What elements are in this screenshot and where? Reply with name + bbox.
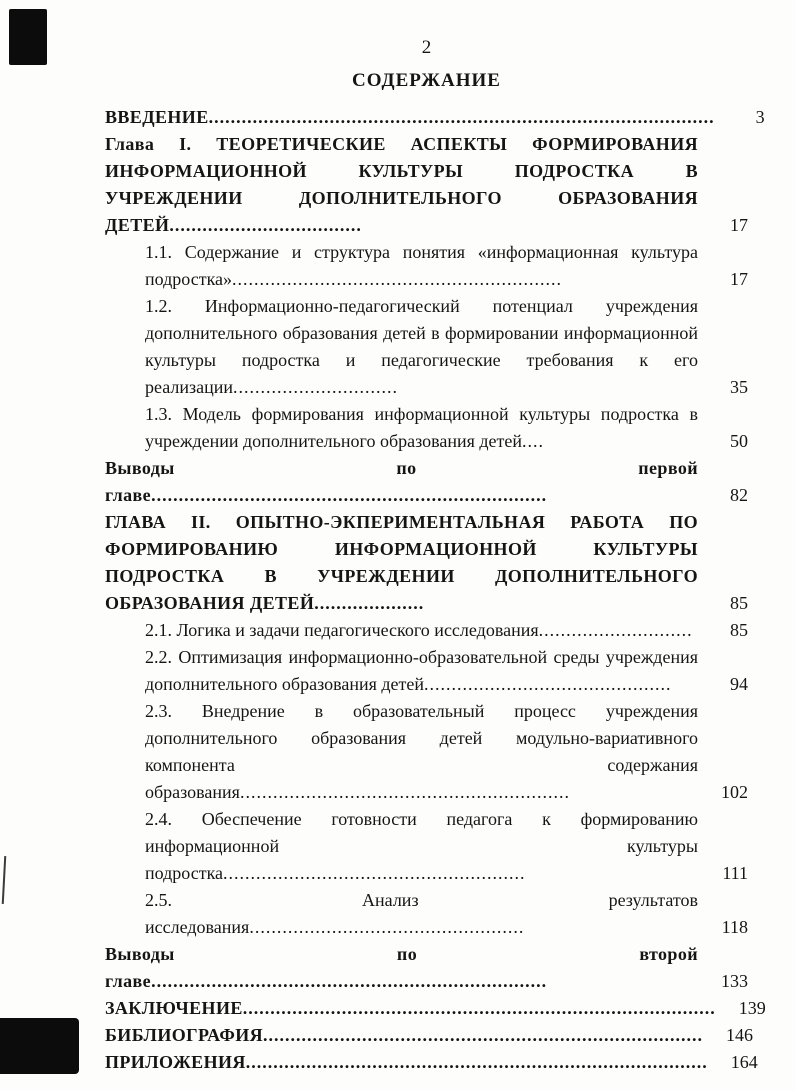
toc-entry: [105, 887, 748, 941]
toc-entry-text-block: [105, 617, 698, 644]
toc-entry-leader-dots: ..................................................: [249, 917, 525, 937]
toc-entry: [105, 644, 748, 698]
toc-entry-leader-dots: ....: [522, 431, 545, 451]
toc-entry-leader-dots: ....................................................................................: [245, 1052, 708, 1072]
toc-entry-text-block: [105, 995, 716, 1022]
toc-entry-leader-dots: ...................................: [169, 215, 362, 235]
toc-entry-page: 139: [738, 998, 766, 1018]
toc-entry: [105, 941, 748, 995]
toc-entry: [105, 995, 766, 1022]
toc-entry: [105, 293, 748, 401]
toc-entry-text-block: [105, 293, 698, 401]
toc-entry-page: 85: [730, 620, 748, 640]
toc-entry-page: 50: [730, 431, 748, 451]
toc-entry: [105, 1022, 754, 1049]
toc-entry-text: БИБЛИОГРАФИЯ: [105, 1025, 264, 1045]
toc-entry-text-block: [105, 941, 698, 995]
toc-entry-leader-dots: ................................................................................: [263, 1025, 704, 1045]
toc-entry: [105, 401, 748, 455]
toc-entry-text: Выводы по первой главе: [105, 458, 698, 505]
toc-entry-text-block: [105, 455, 698, 509]
toc-entry-leader-dots: ............................: [538, 620, 693, 640]
toc-entry: [105, 617, 748, 644]
toc-entry-text: 1.2. Информационно-педагогический потенциал учреждения дополнительного образования детей в формировании информационной культуры подростка и педагогические требования к его реализации: [145, 296, 698, 397]
toc-entry: [105, 455, 748, 509]
toc-entry-text-block: [105, 644, 698, 698]
toc-entry-leader-dots: ............................................................: [239, 782, 570, 802]
toc-entry-page: 35: [730, 377, 748, 397]
toc-entry-text: ВВЕДЕНИЕ: [105, 107, 209, 127]
toc-entry-leader-dots: ....................: [314, 593, 425, 613]
toc-entry-page: 17: [730, 215, 748, 235]
toc-entry-text-block: [105, 1049, 708, 1076]
toc-entry-page: 164: [730, 1052, 758, 1072]
toc-entry-page: 94: [730, 674, 748, 694]
toc-entry-text-block: [105, 401, 698, 455]
toc-entry-leader-dots: ............................................................................................: [208, 107, 715, 127]
page-content: [105, 36, 766, 1076]
toc-entry-text-block: [105, 698, 698, 806]
toc-entry-leader-dots: .......................................................: [223, 863, 526, 883]
toc-entry-page: 85: [730, 593, 748, 613]
toc-entry-page: 102: [721, 782, 748, 802]
toc-entry-text: 2.3. Внедрение в образовательный процесс учреждения дополнительного образования детей модульно-вариативного компонента содержания образования: [145, 701, 698, 802]
toc-list: [105, 104, 766, 1076]
toc-entry-text: ПРИЛОЖЕНИЯ: [105, 1052, 246, 1072]
toc-entry-leader-dots: ......................................................................................: [242, 998, 716, 1018]
toc-entry-text: Выводы по второй главе: [105, 944, 698, 991]
scan-artifact-top-left: [9, 9, 47, 65]
toc-entry-page: 3: [755, 107, 765, 127]
toc-entry: [105, 131, 748, 239]
toc-entry-text-block: [105, 239, 698, 293]
toc-entry: [105, 806, 748, 887]
toc-entry-text: 2.5. Анализ результатов исследования: [145, 890, 698, 937]
toc-entry-text: 2.1. Логика и задачи педагогического исследования: [145, 620, 539, 640]
toc-entry: [105, 698, 748, 806]
toc-entry-page: 111: [722, 863, 748, 883]
toc-entry-text-block: [105, 509, 698, 617]
toc-entry: [105, 1049, 758, 1076]
toc-entry-leader-dots: ..............................: [232, 377, 398, 397]
toc-entry-text: 1.3. Модель формирования информационной культуры подростка в учреждении дополнительного образования детей: [145, 404, 698, 451]
toc-entry-text-block: [105, 104, 715, 131]
scan-artifact-bottom-left: [0, 1018, 79, 1074]
toc-entry-text: Глава I. ТЕОРЕТИЧЕСКИЕ АСПЕКТЫ ФОРМИРОВАНИЯ ИНФОРМАЦИОННОЙ КУЛЬТУРЫ ПОДРОСТКА В УЧРЕЖДЕНИИ ДОПОЛНИТЕЛЬНОГО ОБРАЗОВАНИЯ ДЕТЕЙ: [105, 134, 698, 235]
toc-entry-page: 146: [726, 1025, 754, 1045]
toc-entry-text: 2.4. Обеспечение готовности педагога к формированию информационной культуры подростка: [145, 809, 698, 883]
toc-entry: [105, 239, 748, 293]
page-title: СОДЕРЖАНИЕ: [352, 70, 501, 91]
toc-entry-text: ГЛАВА II. ОПЫТНО-ЭКПЕРИМЕНТАЛЬНАЯ РАБОТА ПО ФОРМИРОВАНИЮ ИНФОРМАЦИОННОЙ КУЛЬТУРЫ ПОДРОСТКА В УЧРЕЖДЕНИИ ДОПОЛНИТЕЛЬНОГО ОБРАЗОВАНИЯ ДЕТЕЙ: [105, 512, 698, 613]
toc-entry-text: 2.2. Оптимизация информационно-образовательной среды учреждения дополнительного образования детей: [145, 647, 698, 694]
page-number: 2: [421, 37, 432, 58]
scan-artifact-left-edge-mark: [2, 856, 7, 904]
toc-entry-text-block: [105, 887, 698, 941]
toc-entry-page: 17: [730, 269, 748, 289]
toc-entry-text-block: [105, 131, 698, 239]
toc-entry-leader-dots: .............................................: [424, 674, 672, 694]
toc-entry-leader-dots: ............................................................: [232, 269, 563, 289]
toc-entry-page: 133: [721, 971, 748, 991]
toc-entry-text: 1.1. Содержание и структура понятия «информационная культура подростка»: [145, 242, 698, 289]
toc-entry-text-block: [105, 1022, 703, 1049]
toc-entry-text-block: [105, 806, 698, 887]
toc-entry-leader-dots: ........................................................................: [151, 485, 548, 505]
toc-entry-text: ЗАКЛЮЧЕНИЕ: [105, 998, 243, 1018]
toc-entry-page: 82: [730, 485, 748, 505]
toc-entry: [105, 104, 765, 131]
toc-entry: [105, 509, 748, 617]
toc-entry-page: 118: [721, 917, 748, 937]
toc-entry-leader-dots: ........................................................................: [151, 971, 548, 991]
